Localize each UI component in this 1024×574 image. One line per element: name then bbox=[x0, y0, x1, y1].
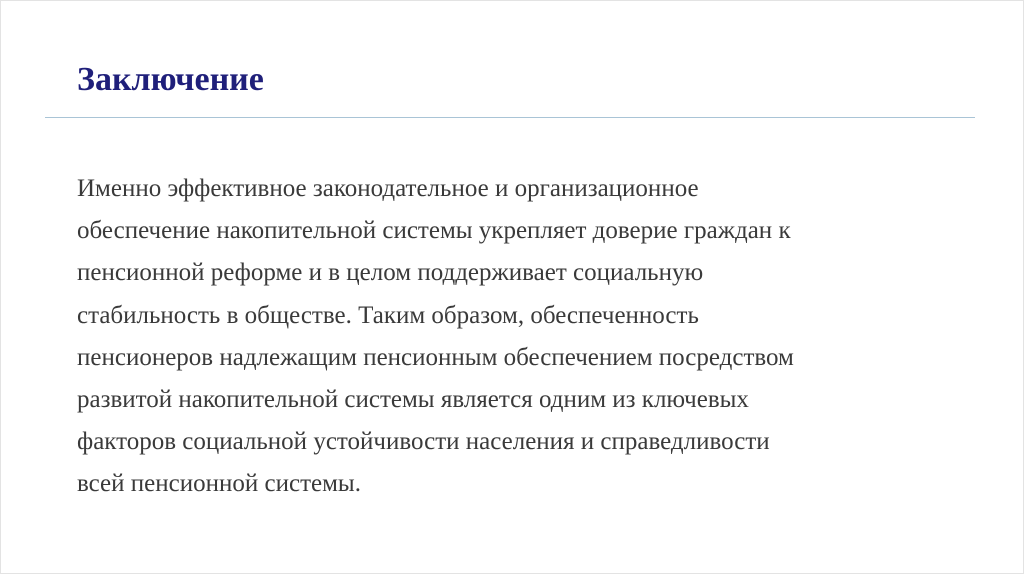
slide-title: Заключение bbox=[77, 61, 264, 98]
body-line: пенсионеров надлежащим пенсионным обеспечением посредством bbox=[77, 343, 794, 371]
body-line: Именно эффективное законодательное и организационное bbox=[77, 175, 699, 202]
title-divider bbox=[45, 117, 975, 118]
body-line: всей пенсионной системы. bbox=[77, 470, 361, 498]
slide-body-text bbox=[77, 168, 957, 506]
body-line: пенсионной реформе и в целом поддерживает социальную bbox=[77, 259, 704, 287]
body-line: факторов социальной устойчивости населения и справедливости bbox=[77, 428, 770, 456]
body-line: обеспечение накопительной системы укрепляет доверие граждан к bbox=[77, 217, 791, 245]
body-line: стабильность в обществе. Таким образом, обеспеченность bbox=[77, 301, 699, 329]
body-line: развитой накопительной системы является одним из ключевых bbox=[77, 386, 749, 414]
